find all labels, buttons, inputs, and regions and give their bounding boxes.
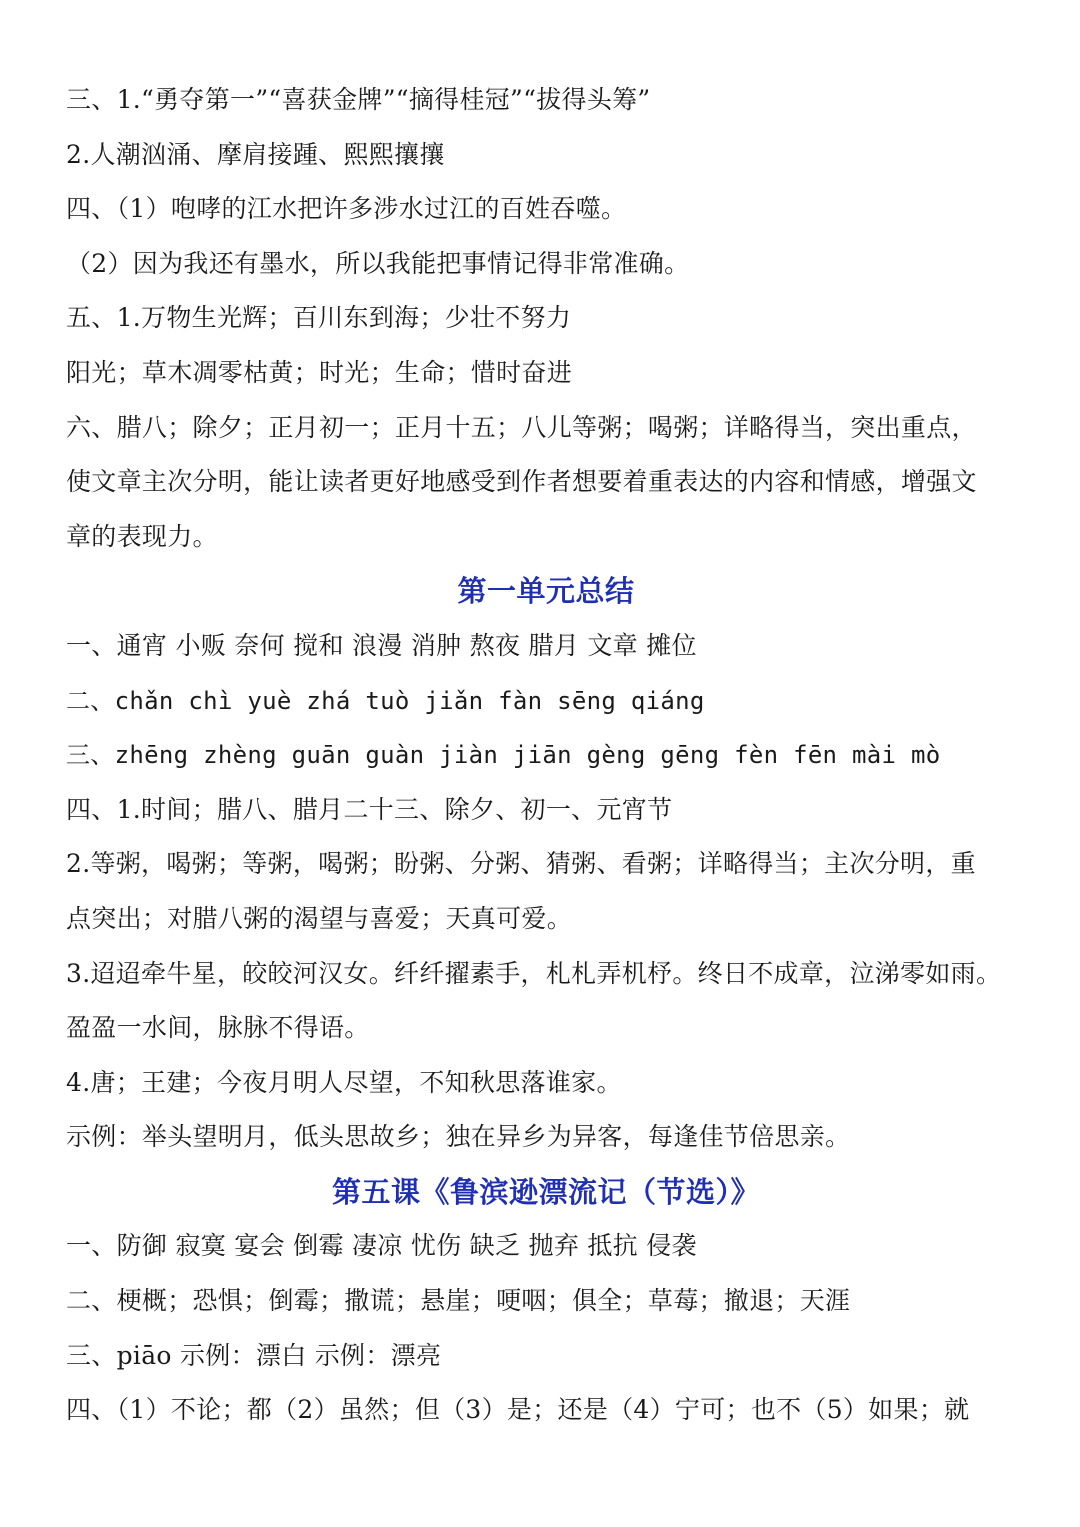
answer-line: 三、piāo 示例：漂白 示例：漂亮 [66,1340,442,1370]
answer-line: 五、1.万物生光辉；百川东到海；少壮不努力 [66,303,572,333]
answer-line: 四、（1）咆哮的江水把许多涉水过江的百姓吞噬。 [66,194,627,224]
answer-line: 四、1.时间；腊八、腊月二十三、除夕、初一、元宵节 [66,794,673,824]
section-heading-lesson-five: 第五课《鲁滨逊漂流记（节选）》 [331,1174,760,1209]
answer-line: 2.人潮汹涌、摩肩接踵、熙熙攘攘 [66,139,445,169]
answer-line: 章的表现力。 [66,521,218,551]
answer-line: 一、通宵 小贩 奈何 搅和 浪漫 消肿 熬夜 腊月 文章 摊位 [66,630,697,660]
answer-line: 2.等粥，喝粥；等粥，喝粥；盼粥、分粥、猜粥、看粥；详略得当；主次分明，重 [66,849,976,879]
answer-line: 阳光；草木凋零枯黄；时光；生命；惜时奋进 [66,357,573,387]
section-heading-unit-one-summary: 第一单元总结 [457,574,635,609]
answer-line: 使文章主次分明，能让读者更好地感受到作者想要着重表达的内容和情感，增强文 [66,467,977,497]
answer-line: 示例：举头望明月，低头思故乡；独在异乡为异客，每逢佳节倍思亲。 [66,1122,851,1152]
answer-line: 盈盈一水间，脉脉不得语。 [66,1013,370,1043]
answer-line: （2）因为我还有墨水，所以我能把事情记得非常准确。 [66,248,690,278]
answer-line: 三、1.“勇夺第一”“喜获金牌”“摘得桂冠”“拔得头筹” [66,85,651,114]
answer-line: 4.唐；王建；今夜月明人尽望，不知秋思落谁家。 [66,1067,622,1097]
answer-line: 四、（1）不论；都（2）虽然；但（3）是；还是（4）宁可；也不（5）如果；就 [66,1395,970,1425]
pinyin-answer-line: 三、zhēng zhèng guān guàn jiàn jiān gèng gēng fèn fēn mài mò [66,741,941,770]
answer-line: 点突出；对腊八粥的渴望与喜爱；天真可爱。 [66,903,573,933]
answer-line: 六、腊八；除夕；正月初一；正月十五；八儿等粥；喝粥；详略得当，突出重点， [66,412,977,442]
answer-key-content [66,73,1026,1438]
answer-line: 二、梗概；恐惧；倒霉；撒谎；悬崖；哽咽；俱全；草莓；撤退；天涯 [66,1286,851,1316]
pinyin-answer-line: 二、chǎn chì yuè zhá tuò jiǎn fàn sēng qiáng [66,686,705,715]
answer-line: 3.迢迢牵牛星，皎皎河汉女。纤纤擢素手，札札弄机杼。终日不成章，泣涕零如雨。 [66,958,1002,988]
answer-line: 一、防御 寂寞 宴会 倒霉 凄凉 忧伤 缺乏 抛弃 抵抗 侵袭 [66,1231,697,1261]
